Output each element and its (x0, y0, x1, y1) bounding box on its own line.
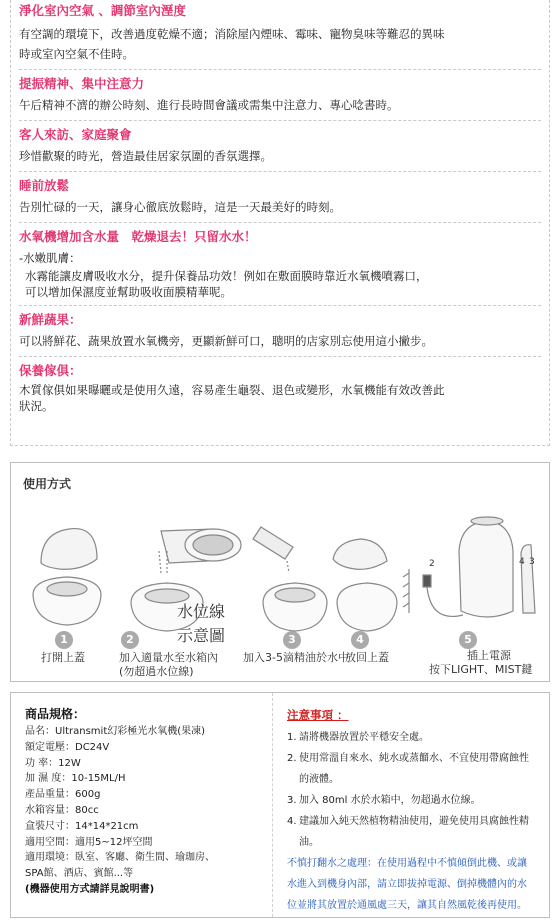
specs-footer: (機器使用方式請詳見說明書) (25, 883, 155, 895)
benefits-panel (10, 0, 550, 446)
mark-2: 2 (429, 559, 435, 569)
spec-row: 品名：Ultransmit幻彩極光水氧機(果凍) (25, 726, 206, 737)
step4-lid-icon (333, 539, 397, 631)
step-label-3: 加入3-5滴精油於水中 (243, 651, 349, 664)
note-text: 的液體。 (299, 774, 339, 785)
step-number-2: 2 (121, 631, 139, 649)
note-text: 加入 80ml 水於水箱中，勿超過水位線。 (299, 795, 481, 806)
section-text: 有空調的環境下，改善過度乾燥不適；消除屋內煙味、霉味、寵物臭味等難忍的異味 (19, 27, 445, 41)
notes (281, 693, 549, 917)
note-item (287, 727, 545, 748)
step-label-5: 插上電源 (467, 649, 511, 662)
section-title: 新鮮蔬果： (19, 312, 82, 327)
section-text: 告別忙碌的一天，讓身心徹底放鬆時，這是一天最美好的時刻。 (19, 200, 341, 214)
section-guests (19, 126, 541, 166)
product-specs (11, 693, 273, 917)
mark-4: 4 (519, 557, 525, 567)
divider (19, 356, 541, 357)
note-text: 建議加入純天然植物精油使用，避免使用具腐蝕性精 (299, 816, 529, 827)
note-text: 請將機器放置於平穩安全處。 (299, 732, 429, 743)
warning-text: 位並將其放置於通風處三天，讓其自然風乾後再使用。 (287, 900, 527, 911)
section-text: 珍惜歡聚的時光，營造最佳居家氛圍的香氛選擇。 (19, 149, 272, 163)
step1-device-icon (33, 529, 101, 625)
notes-title: 注意事項 ： (287, 708, 349, 722)
step-number-1: 1 (55, 631, 73, 649)
section-text: 午后精神不濟的辦公時刻、進行長時間會議或需集中注意力、專心唸書時。 (19, 98, 399, 112)
usage-title: 使用方式 (23, 477, 72, 491)
section-text: 可以增加保濕度並幫助吸收面膜精華呢。 (25, 285, 232, 299)
step-label-4: 放回上蓋 (345, 651, 389, 664)
section-title: 保養傢俱： (19, 363, 82, 378)
note-item (287, 769, 545, 790)
step5-power-icon (403, 517, 535, 617)
note-number (287, 769, 299, 790)
section-moisture (19, 228, 541, 300)
spec-row: SPA館、酒店、賓館...等 (25, 868, 134, 880)
note-number: 1. (287, 732, 297, 743)
step-number-4: 4 (351, 631, 369, 649)
section-fresh-produce (19, 311, 541, 351)
step-label-1: 打開上蓋 (41, 651, 85, 664)
note-number: 4. (287, 816, 297, 827)
diagram-label: 示意圖 (177, 626, 226, 645)
section-title: 客人來訪、家庭聚會 (19, 127, 132, 142)
step-sublabel-2: (勿超過水位線) (119, 665, 194, 678)
spec-row: 適用環境：臥室、客廳、衛生間、瑜珈房、 (25, 852, 215, 864)
section-title: 睡前放鬆 (19, 178, 70, 193)
water-level-diagram (185, 529, 241, 561)
section-title: 水氧機增加含水量 乾燥退去！只留水水！ (19, 229, 257, 244)
divider (19, 120, 541, 121)
note-item (287, 832, 545, 853)
section-text: 狀況。 (19, 399, 54, 413)
note-item (287, 790, 545, 811)
section-text: -水嫩肌膚： (19, 251, 81, 265)
section-text: 水霧能讓皮膚吸收水分，提升保養品功效！例如在敷面膜時靠近水氧機噴霧口， (25, 269, 428, 283)
spec-row: 功 率：12W (25, 757, 81, 769)
spec-row: 加 濕 度：10-15ML/H (25, 773, 126, 785)
spec-row: 盒裝尺寸：14*14*21cm (25, 820, 139, 832)
divider (19, 305, 541, 306)
step-sublabel-5: 按下LIGHT、MIST鍵 (429, 663, 533, 676)
note-text: 使用常溫自來水、純水或蒸餾水、不宜使用帶腐蝕性 (299, 753, 529, 764)
spec-row: 產品重量：600g (25, 789, 101, 801)
divider (19, 222, 541, 223)
section-purify (19, 0, 541, 64)
section-title: 提振精神、集中注意力 (19, 76, 145, 91)
usage-panel (10, 462, 550, 682)
divider (19, 69, 541, 70)
note-item (287, 748, 545, 769)
warning-text: 水進入到機身內部，請立即拔掉電源、倒掉機體內的水 (287, 879, 527, 890)
note-number (287, 832, 299, 853)
step-number-3: 3 (283, 631, 301, 649)
divider (19, 171, 541, 172)
specs-notes-panel (10, 692, 550, 918)
spec-row: 額定電壓：DC24V (25, 741, 110, 753)
mark-3: 3 (529, 557, 535, 567)
spec-row: 水箱容量：80cc (25, 804, 99, 816)
spec-row: 適用空間：適用5~12坪空間 (25, 836, 153, 848)
section-text: 可以將鮮花、蔬果放置水氧機旁，更顯新鮮可口，聰明的店家別忘使用這小撇步。 (19, 334, 433, 348)
step-number-5: 5 (459, 631, 477, 649)
section-text: 時或室內空氣不佳時。 (19, 47, 134, 61)
section-energize (19, 75, 541, 115)
step3-oil-icon (253, 527, 327, 631)
note-number: 3. (287, 795, 297, 806)
section-sleep (19, 177, 541, 217)
note-item (287, 811, 545, 832)
step-label-2: 加入適量水至水箱內 (119, 651, 218, 664)
note-number: 2. (287, 753, 297, 764)
section-furniture (19, 362, 541, 414)
specs-title: 商品規格： (25, 707, 86, 721)
section-text: 木質傢俱如果曝曬或是使用久遠，容易產生龜裂、退色或變形，水氧機能有效改善此 (19, 383, 445, 397)
section-title: 淨化室內空氣 、調節室內溼度 (19, 3, 186, 18)
warning-text: 不慎打翻水之處理：在使用過程中不慎傾倒此機、或讓 (287, 858, 527, 869)
water-level-label: 水位線 (177, 602, 226, 621)
note-text: 油。 (299, 837, 319, 848)
